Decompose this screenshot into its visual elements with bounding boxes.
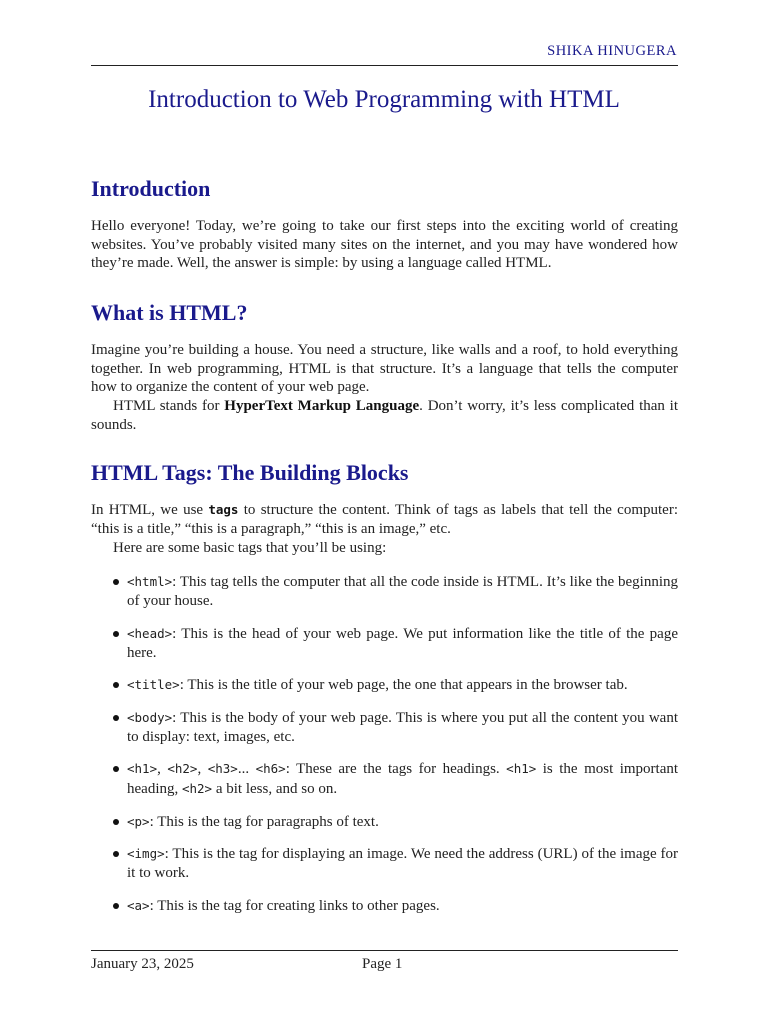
code-tag: <p> [127, 813, 150, 829]
what-p2-text-end: . Don’t worry, it’s less complicated than it sounds. [91, 398, 679, 433]
list-item [91, 896, 678, 916]
separator: , [197, 761, 208, 777]
code-tag: <h6> [255, 761, 286, 776]
header-author: SHIKA HINUGERA [547, 43, 677, 59]
list-item [91, 708, 678, 747]
header-rule [91, 65, 678, 66]
code-tag: <a> [127, 897, 150, 913]
code-tag: <h3> [207, 761, 238, 776]
what-p2-text: HTML stands for [113, 398, 225, 414]
tags-p1-text: In HTML, we use [91, 502, 209, 518]
list-item-text: is the most important heading, [127, 761, 679, 797]
list-item-text: : This is the tag for creating links to other pages. [149, 897, 440, 914]
list-item-text: : This is the title of your web page, the one that appears in the browser tab. [179, 677, 628, 693]
list-item [91, 675, 678, 695]
list-item [91, 812, 678, 832]
list-item-text: : This tag tells the computer that all the code inside is HTML. It’s like the beginning of your house. [127, 574, 678, 609]
separator: , [157, 761, 168, 777]
section-heading-html-tags: HTML Tags: The Building Blocks [91, 460, 409, 485]
code-tag: <html> [127, 574, 173, 589]
list-item-text: : This is the head of your web page. We put information like the title of the page here. [127, 625, 678, 661]
list-item [91, 624, 678, 663]
tag-list [91, 572, 678, 928]
document-title: Introduction to Web Programming with HTML [148, 86, 620, 113]
html-acronym-expansion: HyperText Markup Language [224, 398, 420, 414]
footer-rule [91, 950, 678, 951]
list-item [91, 844, 678, 883]
list-item-text: : This is the tag for displaying an image. We need the address (URL) of the image for it to work. [127, 846, 678, 881]
code-tag: <h2> [167, 761, 198, 776]
section-heading-introduction: Introduction [91, 176, 211, 201]
footer-date: January 23, 2025 [91, 956, 194, 972]
tags-paragraph-1 [91, 501, 678, 538]
code-tag: <head> [127, 625, 173, 641]
list-item [91, 759, 678, 799]
code-tag: <h1> [127, 761, 158, 776]
intro-paragraph: Hello everyone! Today, we’re going to take our first steps into the exciting world of creating websites. You’ve probably visited many sites on the internet, and you may have wondered how they’re made. Well, the answer is simple: by using a language called HTML. [91, 218, 678, 271]
section-heading-what-is-html: What is HTML? [91, 300, 248, 325]
list-item-text: a bit less, and so on. [212, 781, 338, 797]
code-tag: <h1> [506, 761, 537, 776]
what-paragraph-1: Imagine you’re building a house. You need a structure, like walls and a roof, to hold everything together. In web programming, HTML is that structure. It’s a language that tells the computer how to organize the content of your web page. [91, 342, 678, 395]
code-tag: <title> [127, 677, 180, 692]
page-number: Page 1 [362, 956, 403, 972]
tags-p1-text-end: to structure the content. Think of tags as labels that tell the computer: “this is a title,” “this is a paragraph,” “this is an image,” etc. [91, 502, 678, 537]
tags-paragraph-2: Here are some basic tags that you’ll be using: [113, 540, 387, 556]
list-item-text: : These are the tags for headings. [285, 761, 507, 777]
tags-term: tags [208, 502, 239, 517]
list-item-text: : This is the body of your web page. This is where you put all the content you want to display: text, images, etc. [127, 709, 678, 745]
list-item-text: : This is the tag for paragraphs of text. [149, 813, 379, 830]
code-tag: <body> [127, 709, 173, 725]
code-tag: <img> [127, 846, 165, 861]
list-item [91, 572, 678, 611]
what-paragraph-2 [91, 397, 678, 434]
separator: ... [237, 761, 256, 777]
code-tag: <h2> [181, 781, 213, 796]
